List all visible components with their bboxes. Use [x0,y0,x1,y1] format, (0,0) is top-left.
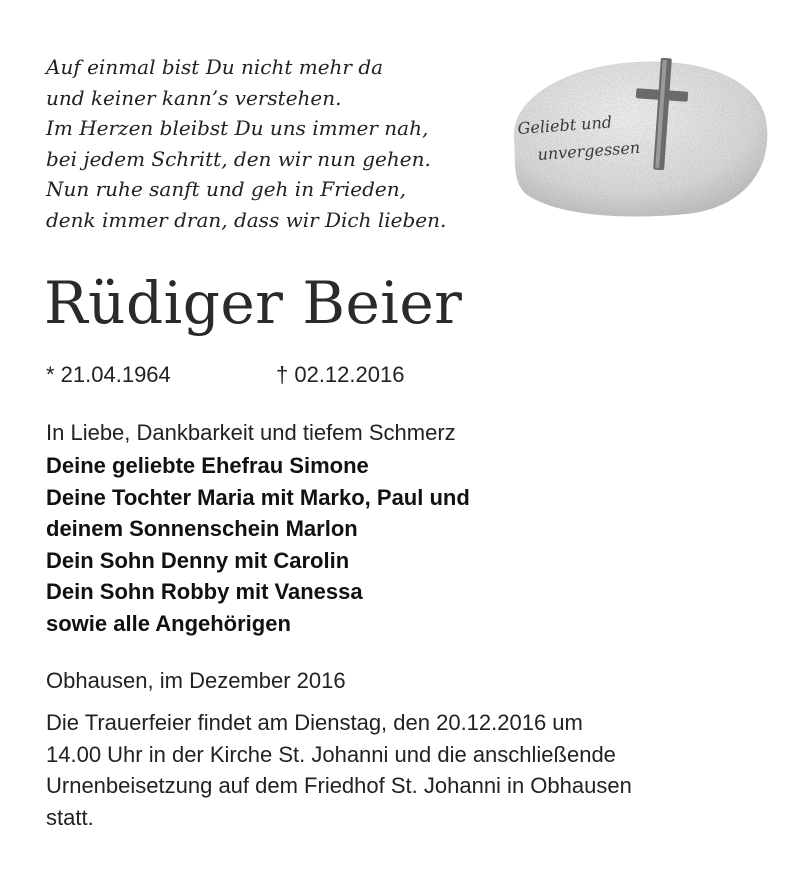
poem-line: Auf einmal bist Du nicht mehr da [46,55,384,79]
mourners-list [46,450,470,639]
mourner-line: Deine geliebte Ehefrau Simone [46,453,369,478]
mourner-line: Deine Tochter Maria mit Marko, Paul und [46,484,470,510]
birth-date: * 21.04.1964 [46,362,171,387]
mourner-line: deinem Sonnenschein Marlon [46,516,358,541]
mourner-line: Dein Sohn Denny mit Carolin [46,547,350,573]
poem-line: Im Herzen bleibst Du uns immer nah, [46,116,429,140]
funeral-line: statt. [46,804,94,830]
deceased-name: Rüdiger Beier [44,269,463,337]
poem-line: und keiner kann’s verstehen. [46,85,342,110]
funeral-details [46,707,632,833]
mourner-line: Dein Sohn Robby mit Vanessa [46,579,363,604]
funeral-line: Urnenbeisetzung auf dem Friedhof St. Johanni in Obhausen [46,773,632,798]
stone-inscription-line1: Geliebt und [516,112,613,138]
funeral-line: 14.00 Uhr in der Kirche St. Johanni und die anschließende [46,741,616,767]
poem-line: bei jedem Schritt, den wir nun gehen. [46,146,431,171]
mourning-intro: In Liebe, Dankbarkeit und tiefem Schmerz [46,420,456,445]
stone-inscription-line2: unvergessen [536,137,641,164]
memorial-poem [46,52,446,235]
death-date: † 02.12.2016 [276,362,405,387]
place-and-date: Obhausen, im Dezember 2016 [46,668,346,693]
memorial-stone-image [496,48,772,220]
poem-line: Nun ruhe sanft und geh in Frieden, [46,177,406,201]
mourner-line: sowie alle Angehörigen [46,610,291,636]
poem-line: denk immer dran, dass wir Dich lieben. [46,207,447,232]
funeral-line: Die Trauerfeier findet am Dienstag, den 20.12.2016 um [46,710,583,735]
